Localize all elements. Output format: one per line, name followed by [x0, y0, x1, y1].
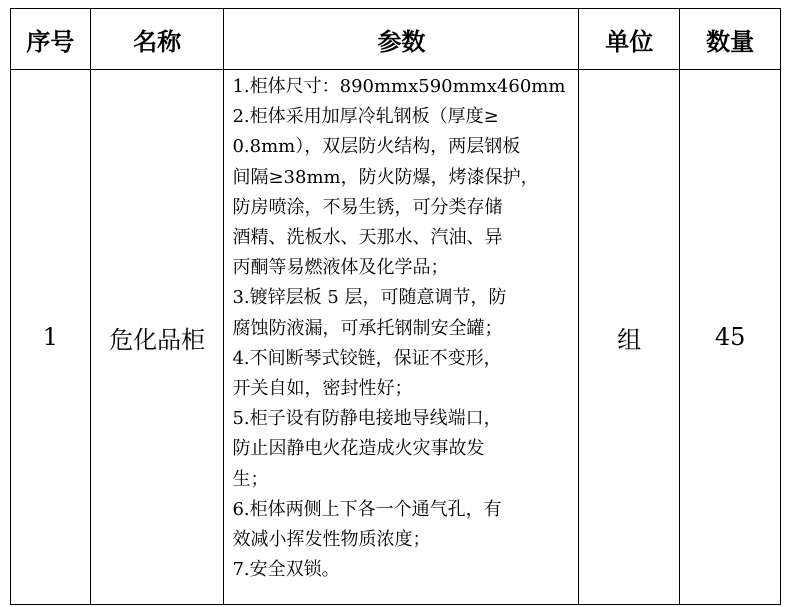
product-spec-table [10, 8, 781, 605]
cell-params [224, 70, 579, 605]
cell-index: 1 [11, 70, 91, 605]
param-line: 5.柜子设有防静电接地导线端口， [232, 408, 502, 430]
param-line: 0.8mm），双层防火结构，两层钢板 [232, 136, 521, 158]
header-index: 序号 [11, 9, 91, 70]
header-unit: 单位 [579, 9, 680, 70]
param-line: 防止因静电火花造成火灾事故发 [232, 438, 485, 460]
cell-name: 危化品柜 [90, 70, 224, 605]
param-line: 4.不间断琴式铰链，保证不变形， [232, 347, 502, 369]
cell-quantity: 45 [680, 70, 781, 605]
header-quantity: 数量 [680, 9, 781, 70]
param-line: 3.镀锌层板 5 层，可随意调节，防 [232, 287, 507, 309]
param-line: 7.安全双锁。 [232, 559, 340, 581]
param-line: 腐蚀防液漏，可承托钢制安全罐； [232, 317, 503, 339]
param-line: 酒精、洗板水、天那水、汽油、异 [232, 227, 503, 249]
param-line: 开关自如，密封性好； [232, 378, 413, 400]
param-line: 效减小挥发性物质浓度； [232, 529, 431, 551]
param-line: 防房喷涂，不易生锈，可分类存储 [232, 196, 503, 218]
cell-unit: 组 [579, 70, 680, 605]
header-params: 参数 [224, 9, 579, 70]
table-row [11, 70, 781, 605]
param-line: 6.柜体两侧上下各一个通气孔，有 [232, 498, 502, 520]
param-line: 1.柜体尺寸：890mmx590mmx460mm [232, 76, 566, 97]
param-line: 2.柜体采用加厚冷轧钢板（厚度≥ [232, 106, 499, 128]
param-line: 生； [232, 468, 269, 490]
header-row [11, 9, 781, 70]
param-line: 间隔≥38mm，防火防爆，烤漆保护， [232, 166, 539, 188]
param-line: 丙酮等易燃液体及化学品； [232, 257, 449, 279]
header-name: 名称 [90, 9, 224, 70]
